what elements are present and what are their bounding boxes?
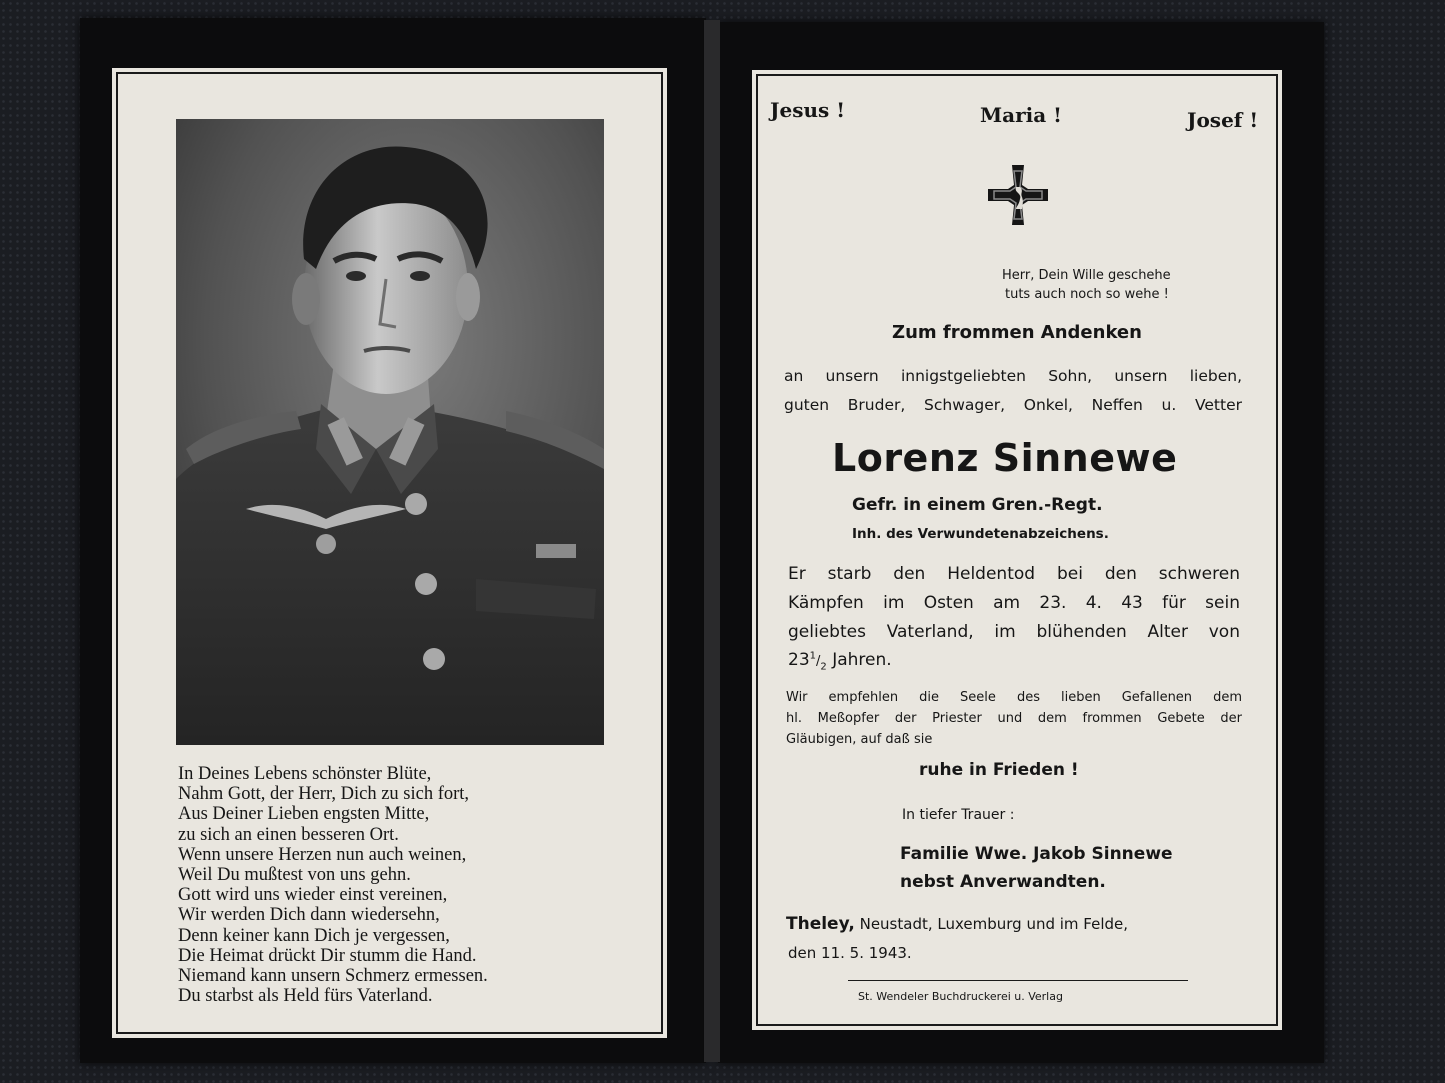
header-josef: Josef !	[1187, 108, 1259, 132]
poem-line: Wenn unsere Herzen nun auch weinen,	[178, 844, 467, 865]
age-fraction-denominator: 2	[820, 661, 827, 673]
age-fraction-numerator: 1	[809, 650, 817, 662]
mourning-line: In tiefer Trauer :	[902, 807, 1015, 823]
printer-divider	[848, 980, 1188, 981]
dedication-line-2: guten Bruder, Schwager, Onkel, Neffen u. Vetter	[784, 396, 1242, 414]
family-line-1: Familie Wwe. Jakob Sinnewe	[900, 844, 1173, 864]
header-maria: Maria !	[980, 103, 1062, 127]
place-line	[786, 914, 1128, 934]
poem-line: Wir werden Dich dann wiedersehn,	[178, 905, 440, 926]
poem-line: Niemand kann unsern Schmerz ermessen.	[178, 966, 488, 987]
family-line-2: nebst Anverwandten.	[900, 872, 1106, 892]
printer-imprint: St. Wendeler Buchdruckerei u. Verlag	[858, 990, 1063, 1003]
decoration-text: Inh. des Verwundetenabzeichens.	[852, 526, 1109, 542]
death-text-line-2: Kämpfen im Osten am 23. 4. 43 für sein	[788, 593, 1240, 613]
recommend-line-3: Gläubigen, auf daß sie	[786, 732, 933, 747]
military-rank: Gefr. in einem Gren.-Regt.	[852, 495, 1103, 515]
poem-line: Gott wird uns wieder einst vereinen,	[178, 885, 448, 906]
poem-line: zu sich an einen besseren Ort.	[178, 824, 399, 845]
death-text-line-1: Er starb den Heldentod bei den schweren	[788, 564, 1240, 584]
header-jesus: Jesus !	[770, 98, 845, 122]
age-line: $23^1/_2$ Jahren.	[788, 650, 892, 673]
place-theley: Theley,	[786, 914, 855, 934]
poem-line: Denn keiner kann Dich je vergessen,	[178, 925, 450, 946]
recommend-line-2: hl. Meßopfer der Priester und dem frommen Gebete der	[786, 711, 1242, 726]
poem-line: Nahm Gott, der Herr, Dich zu sich fort,	[178, 784, 470, 805]
right-panel	[752, 70, 1282, 1030]
age-word: Jahren.	[832, 650, 892, 670]
age-whole: 23	[788, 650, 810, 670]
soldier-portrait-photo	[176, 119, 604, 745]
place-rest: Neustadt, Luxemburg und im Felde,	[859, 915, 1129, 933]
memorial-poem	[178, 764, 648, 1006]
heading-andenken: Zum frommen Andenken	[892, 322, 1142, 343]
poem-line: Du starbst als Held fürs Vaterland.	[178, 986, 433, 1007]
deceased-name: Lorenz Sinnewe	[832, 436, 1178, 480]
recommend-line-1: Wir empfehlen die Seele des lieben Gefallenen dem	[786, 690, 1242, 705]
poem-line: Aus Deiner Lieben engsten Mitte,	[178, 804, 430, 825]
dedication-line-1: an unsern innigstgeliebten Sohn, unsern lieben,	[784, 367, 1242, 385]
poem-line: Weil Du mußtest von uns gehn.	[178, 865, 411, 886]
epigraph-line-1: Herr, Dein Wille geschehe	[1002, 268, 1171, 283]
epigraph-line-2: tuts auch noch so wehe !	[1005, 287, 1169, 302]
poem-line: In Deines Lebens schönster Blüte,	[178, 764, 432, 784]
left-panel	[112, 68, 667, 1038]
iron-cross-icon	[986, 163, 1050, 227]
issue-date: den 11. 5. 1943.	[788, 944, 912, 962]
card-fold	[704, 20, 720, 1062]
death-text-line-3: geliebtes Vaterland, im blühenden Alter von	[788, 622, 1240, 642]
rest-in-peace: ruhe in Frieden !	[919, 760, 1079, 780]
poem-line: Die Heimat drückt Dir stumm die Hand.	[178, 945, 477, 966]
